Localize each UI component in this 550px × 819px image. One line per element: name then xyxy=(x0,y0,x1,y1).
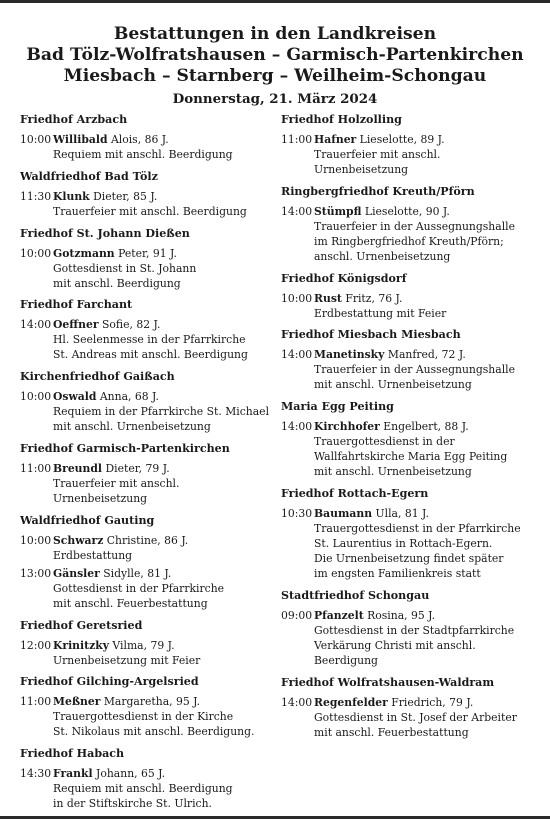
cemetery-block xyxy=(20,297,282,362)
cemetery-block xyxy=(281,486,543,581)
cemetery-block xyxy=(20,112,282,162)
entry-header-line xyxy=(20,461,282,476)
funeral-time: 13:00 xyxy=(20,566,52,580)
deceased-surname: Schwarz xyxy=(53,533,104,547)
right-column xyxy=(281,112,543,746)
service-details: Gottesdienst in St. Josef der Arbeiter mit anschl. Feuerbestattung xyxy=(314,710,517,739)
funeral-entry xyxy=(20,694,282,739)
deceased-surname: Oeffner xyxy=(53,318,99,332)
funeral-entry xyxy=(281,695,543,740)
deceased-surname: Gänsler xyxy=(53,566,100,580)
deceased-name-age: Manfred, 72 J. xyxy=(384,348,466,362)
title-line-3: Miesbach – Starnberg – Weilheim-Schongau xyxy=(63,66,487,86)
funeral-time: 14:00 xyxy=(281,204,313,218)
cemetery-name: Friedhof Königsdorf xyxy=(281,271,407,285)
entry-header-line xyxy=(20,246,282,261)
deceased-name-age: Vilma, 79 J. xyxy=(109,638,175,652)
service-details: Requiem mit anschl. Beerdigung xyxy=(53,148,233,161)
funeral-time: 11:00 xyxy=(20,695,52,709)
funeral-entry xyxy=(20,389,282,434)
cemetery-block xyxy=(20,513,282,611)
funeral-time: 11:00 xyxy=(281,133,313,146)
deceased-surname: Frankl xyxy=(53,767,93,781)
top-rule xyxy=(0,0,550,3)
funeral-entry xyxy=(20,533,282,563)
service-details: Trauergottesdienst in der Kirche St. Nikolaus mit anschl. Beerdigung. xyxy=(53,710,255,739)
funeral-entry xyxy=(20,189,282,219)
funeral-time: 14:00 xyxy=(281,420,313,434)
deceased-name-age: Ulla, 81 J. xyxy=(372,506,429,520)
funeral-entry xyxy=(20,317,282,362)
service-details: Erdbestattung xyxy=(53,548,133,562)
deceased-surname: Meßner xyxy=(53,695,101,709)
entry-header-line xyxy=(20,638,282,653)
funeral-entry xyxy=(281,204,543,264)
entry-header-line xyxy=(20,694,282,709)
cemetery-name: Waldfriedhof Bad Tölz xyxy=(20,169,158,183)
entry-header-line xyxy=(20,566,282,581)
deceased-surname: Rust xyxy=(314,291,342,305)
service-details: Gottesdienst in der Pfarrkirche mit anschl. Feuerbestattung xyxy=(53,581,225,610)
deceased-name-age: Johann, 65 J. xyxy=(92,767,166,781)
entry-header-line xyxy=(281,608,543,623)
cemetery-name: Friedhof Wolfratshausen-Waldram xyxy=(281,675,495,689)
service-details: Erdbestattung mit Feier xyxy=(314,306,447,320)
funeral-time: 10:00 xyxy=(20,390,52,404)
deceased-name-age: Engelbert, 88 J. xyxy=(379,420,469,434)
deceased-surname: Manetinsky xyxy=(314,348,385,362)
entry-header-line xyxy=(281,291,543,306)
cemetery-name: Kirchenfriedhof Gaißach xyxy=(20,370,175,384)
funeral-entry xyxy=(20,132,282,162)
listing-header xyxy=(0,24,550,107)
funeral-time: 11:30 xyxy=(20,189,52,203)
funeral-entry xyxy=(281,291,543,321)
funeral-time: 10:00 xyxy=(20,133,52,146)
deceased-name-age: Lieselotte, 89 J. xyxy=(356,133,445,146)
funeral-entry xyxy=(281,132,543,177)
cemetery-name: Maria Egg Peiting xyxy=(281,400,394,414)
entry-header-line xyxy=(20,317,282,332)
cemetery-name: Stadtfriedhof Schongau xyxy=(281,588,430,602)
deceased-surname: Hafner xyxy=(314,133,357,146)
funeral-entry xyxy=(20,638,282,668)
entry-header-line xyxy=(281,132,543,147)
deceased-surname: Willibald xyxy=(53,133,108,146)
deceased-surname: Pfanzelt xyxy=(314,608,364,622)
cemetery-block xyxy=(281,588,543,668)
funeral-time: 14:30 xyxy=(20,767,52,781)
cemetery-block xyxy=(20,226,282,291)
title-line-1: Bestattungen in den Landkreisen xyxy=(113,24,437,44)
service-details: Trauerfeier in der Aussegnungshalle mit anschl. Urnenbeisetzung xyxy=(314,363,515,392)
entry-header-line xyxy=(20,189,282,204)
service-details: Gottesdienst in der Stadtpfarrkirche Verkärung Christi mit anschl. Beerdigung xyxy=(314,623,515,667)
service-details: Trauerfeier in der Aussegnungshalle im Ringbergfriedhof Kreuth/Pförn; anschl. Urnenbeisetzung xyxy=(314,219,515,263)
funeral-time: 10:00 xyxy=(281,291,313,305)
funeral-time: 14:00 xyxy=(281,695,313,709)
deceased-surname: Oswald xyxy=(53,390,97,404)
funeral-time: 12:00 xyxy=(20,638,52,652)
cemetery-block xyxy=(281,112,543,177)
funeral-entry xyxy=(281,506,543,581)
deceased-name-age: Margaretha, 95 J. xyxy=(100,695,201,709)
cemetery-block xyxy=(281,675,543,740)
funeral-time: 10:30 xyxy=(281,506,313,520)
cemetery-name: Friedhof Gilching-Argelsried xyxy=(20,675,199,689)
funeral-entry xyxy=(281,608,543,668)
deceased-surname: Regenfelder xyxy=(314,695,388,709)
cemetery-block xyxy=(20,441,282,506)
deceased-name-age: Christine, 86 J. xyxy=(103,533,189,547)
funeral-entry xyxy=(20,566,282,611)
funeral-time: 09:00 xyxy=(281,608,313,622)
funeral-time: 14:00 xyxy=(281,348,313,362)
deceased-name-age: Rosina, 95 J. xyxy=(363,608,436,622)
cemetery-name: Waldfriedhof Gauting xyxy=(20,513,155,527)
funeral-time: 10:00 xyxy=(20,533,52,547)
title-line-2: Bad Tölz-Wolfratshausen – Garmisch-Partenkirchen xyxy=(26,45,524,65)
deceased-surname: Krinitzky xyxy=(53,638,109,652)
service-details: Trauergottesdienst in der Pfarrkirche St. Laurentius in Rottach-Egern. Die Urnenbeisetzung findet später im engsten Familienkreis statt xyxy=(314,521,521,580)
deceased-name-age: Peter, 91 J. xyxy=(114,246,177,260)
cemetery-name: Ringbergfriedhof Kreuth/Pförn xyxy=(281,184,475,198)
deceased-surname: Kirchhofer xyxy=(314,420,380,434)
funeral-time: 10:00 xyxy=(20,246,52,260)
deceased-surname: Breundl xyxy=(53,461,103,475)
cemetery-block xyxy=(281,327,543,392)
cemetery-block xyxy=(20,618,282,668)
cemetery-name: Friedhof Arzbach xyxy=(20,113,128,126)
entry-header-line xyxy=(20,389,282,404)
deceased-surname: Stümpfl xyxy=(314,204,362,218)
funeral-entry xyxy=(20,246,282,291)
left-column xyxy=(20,112,282,818)
cemetery-name: Friedhof Miesbach Miesbach xyxy=(281,328,461,342)
cemetery-block xyxy=(281,271,543,321)
funeral-entry xyxy=(20,461,282,506)
service-details: Hl. Seelenmesse in der Pfarrkirche St. Andreas mit anschl. Beerdigung xyxy=(53,333,248,362)
cemetery-block xyxy=(281,399,543,479)
service-details: Trauerfeier mit anschl. Beerdigung xyxy=(53,204,247,218)
deceased-name-age: Sofie, 82 J. xyxy=(98,318,161,332)
cemetery-name: Friedhof St. Johann Dießen xyxy=(20,226,190,240)
service-details: Requiem mit anschl. Beerdigung in der Stiftskirche St. Ulrich. xyxy=(53,782,233,811)
cemetery-name: Friedhof Farchant xyxy=(20,298,133,312)
service-details: Trauerfeier mit anschl. Urnenbeisetzung xyxy=(314,148,441,176)
service-details: Urnenbeisetzung mit Feier xyxy=(53,653,201,667)
entry-header-line xyxy=(281,204,543,219)
listing-date: Donnerstag, 21. März 2024 xyxy=(172,91,378,107)
cemetery-name: Friedhof Holzolling xyxy=(281,113,402,126)
funeral-entry xyxy=(281,347,543,392)
deceased-surname: Gotzmann xyxy=(53,246,115,260)
cemetery-block xyxy=(20,674,282,739)
cemetery-block xyxy=(20,169,282,219)
service-details: Requiem in der Pfarrkirche St. Michael mit anschl. Urnenbeisetzung xyxy=(53,405,270,434)
deceased-name-age: Anna, 68 J. xyxy=(96,390,159,404)
deceased-name-age: Dieter, 79 J. xyxy=(102,461,170,475)
deceased-name-age: Sidylle, 81 J. xyxy=(99,566,172,580)
entry-header-line xyxy=(20,132,282,147)
entry-header-line xyxy=(20,766,282,781)
deceased-name-age: Lieselotte, 90 J. xyxy=(361,204,450,218)
cemetery-block xyxy=(281,184,543,264)
funeral-entry xyxy=(281,419,543,479)
deceased-name-age: Fritz, 76 J. xyxy=(341,291,403,305)
cemetery-block xyxy=(20,369,282,434)
entry-header-line xyxy=(281,695,543,710)
service-details: Gottesdienst in St. Johann mit anschl. Beerdigung xyxy=(53,261,197,290)
deceased-surname: Klunk xyxy=(53,189,90,203)
cemetery-block xyxy=(20,746,282,811)
entry-header-line xyxy=(281,506,543,521)
entry-header-line xyxy=(281,419,543,434)
funeral-entry xyxy=(20,766,282,811)
deceased-name-age: Dieter, 85 J. xyxy=(89,189,158,203)
cemetery-name: Friedhof Habach xyxy=(20,747,125,761)
cemetery-name: Friedhof Garmisch-Partenkirchen xyxy=(20,441,230,455)
deceased-name-age: Friedrich, 79 J. xyxy=(387,695,474,709)
service-details: Trauergottesdienst in der Wallfahrtskirche Maria Egg Peiting mit anschl. Urnenbeisetzung xyxy=(314,435,508,479)
cemetery-name: Friedhof Geretsried xyxy=(20,618,143,632)
deceased-name-age: Alois, 86 J. xyxy=(107,133,169,146)
entry-header-line xyxy=(281,347,543,362)
entry-header-line xyxy=(20,533,282,548)
deceased-surname: Baumann xyxy=(314,506,373,520)
funeral-time: 11:00 xyxy=(20,461,52,475)
service-details: Trauerfeier mit anschl. Urnenbeisetzung xyxy=(53,476,180,505)
funeral-time: 14:00 xyxy=(20,318,52,332)
cemetery-name: Friedhof Rottach-Egern xyxy=(281,486,429,500)
